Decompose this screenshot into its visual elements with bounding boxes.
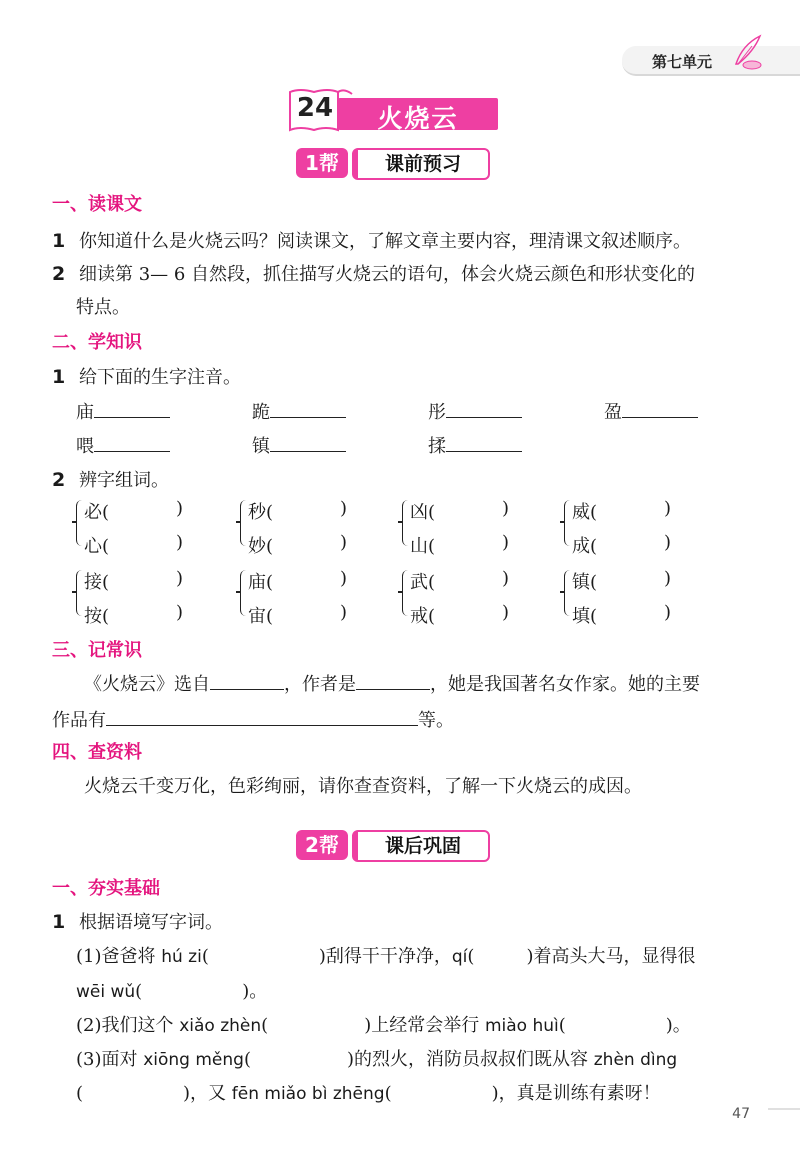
pinyin: xiōng měng — [143, 1050, 244, 1070]
lesson-title: 火烧云 — [377, 104, 459, 133]
question-3-line-2: ( )，又 fēn miǎo bì zhēng( )，真是训练有素呀！ — [76, 1083, 661, 1104]
pinyin: xiǎo zhèn — [179, 1016, 262, 1036]
basics-item-1 — [52, 908, 223, 934]
pinyin: hú zi — [161, 947, 202, 967]
char: 必 — [84, 502, 102, 523]
pinyin: wēi wǔ — [76, 982, 136, 1002]
question-1-line-1: (1)爸爸将 hú zi( )刮得干干净净，qí( )着高头大马，显得很 — [76, 946, 696, 967]
char: 按 — [84, 606, 102, 627]
item-number: 1 — [52, 911, 66, 933]
pinyin-blank[interactable] — [428, 398, 522, 424]
item-number: 2 — [52, 469, 66, 491]
item-text: 细读第 3— 6 自然段，抓住描写火烧云的语句，体会火烧云颜色和形状变化的 — [78, 264, 696, 285]
part2-title: 课后巩固 — [352, 830, 490, 862]
pinyin-blank[interactable] — [252, 398, 346, 424]
char: 跪 — [252, 402, 270, 423]
section-heading-common: 三、记常识 — [52, 640, 142, 661]
pinyin-blank[interactable] — [252, 432, 346, 458]
blank-works[interactable] — [106, 707, 418, 726]
text: 等。 — [418, 710, 454, 731]
char: 武 — [410, 572, 428, 593]
question-3-line-1: (3)面对 xiōng měng( )的烈火，消防员叔叔们既从容 zhèn dìng — [76, 1049, 678, 1070]
char: 盈 — [604, 402, 622, 423]
reading-item-1 — [52, 227, 691, 253]
reading-item-2 — [52, 260, 695, 286]
char: 庙 — [248, 572, 266, 593]
question-1-line-2: wēi wǔ( )。 — [76, 981, 268, 1002]
unit-label: 第七单元 — [652, 53, 713, 71]
part2-badge: 2帮 — [296, 830, 348, 860]
char: 威 — [572, 502, 590, 523]
char: 庙 — [76, 402, 94, 423]
section-heading-knowledge: 二、学知识 — [52, 332, 142, 353]
blank-author[interactable] — [356, 671, 430, 690]
part1-badge: 1帮 — [296, 148, 348, 178]
char: 揉 — [428, 436, 446, 457]
feather-ink-icon — [730, 34, 764, 70]
pinyin-blank[interactable] — [76, 398, 170, 424]
item-number: 1 — [52, 366, 66, 388]
part1-title: 课前预习 — [352, 148, 490, 180]
common-line-1 — [84, 670, 700, 696]
char: 成 — [572, 536, 590, 557]
knowledge-item-1 — [52, 363, 241, 389]
question-2: (2)我们这个 xiǎo zhèn( )上经常会举行 miào huì( )。 — [76, 1015, 691, 1036]
pinyin-blank[interactable] — [428, 432, 522, 458]
item-number: 1 — [52, 230, 66, 252]
knowledge-item-2 — [52, 466, 169, 492]
char: 填 — [572, 606, 590, 627]
pinyin: miào huì — [484, 1016, 559, 1036]
pinyin: zhèn dìng — [593, 1050, 678, 1070]
char: 凶 — [410, 502, 428, 523]
char: 喂 — [76, 436, 94, 457]
blank-source[interactable] — [210, 671, 284, 690]
page-number: 47 — [732, 1106, 750, 1122]
text: 作品有 — [52, 710, 106, 731]
char: 妙 — [248, 536, 266, 557]
lesson-number: 24 — [296, 93, 334, 123]
text: ，作者是 — [284, 674, 356, 695]
item-text: 你知道什么是火烧云吗？阅读课文，了解文章主要内容，理清课文叙述顺序。 — [78, 231, 691, 252]
char: 戒 — [410, 606, 428, 627]
item-text: 给下面的生字注音。 — [78, 367, 241, 388]
pinyin-blank[interactable] — [604, 398, 698, 424]
reading-item-2-cont: 特点。 — [76, 297, 130, 318]
char: 宙 — [248, 606, 266, 627]
research-text: 火烧云千变万化，色彩绚丽，请你查查资料，了解一下火烧云的成因。 — [84, 776, 642, 797]
text: ，她是我国著名女作家。她的主要 — [430, 674, 700, 695]
char: 彤 — [428, 402, 446, 423]
common-line-2 — [52, 706, 454, 732]
item-number: 2 — [52, 263, 66, 285]
page-rule — [768, 1108, 800, 1110]
text: 《火烧云》选自 — [84, 674, 210, 695]
item-text: 根据语境写字词。 — [78, 912, 223, 933]
char: 心 — [84, 536, 102, 557]
char: 接 — [84, 572, 102, 593]
pinyin-blank[interactable] — [76, 432, 170, 458]
char: 镇 — [572, 572, 590, 593]
section-heading-research: 四、查资料 — [52, 742, 142, 763]
section-heading-reading: 一、读课文 — [52, 194, 142, 215]
item-text: 辨字组词。 — [78, 470, 169, 491]
char: 镇 — [252, 436, 270, 457]
pinyin: qí — [451, 947, 468, 967]
section-heading-basics: 一、夯实基础 — [52, 878, 160, 899]
char: 秒 — [248, 502, 266, 523]
char: 山 — [410, 536, 428, 557]
pinyin: fēn miǎo bì zhēng — [231, 1084, 385, 1104]
